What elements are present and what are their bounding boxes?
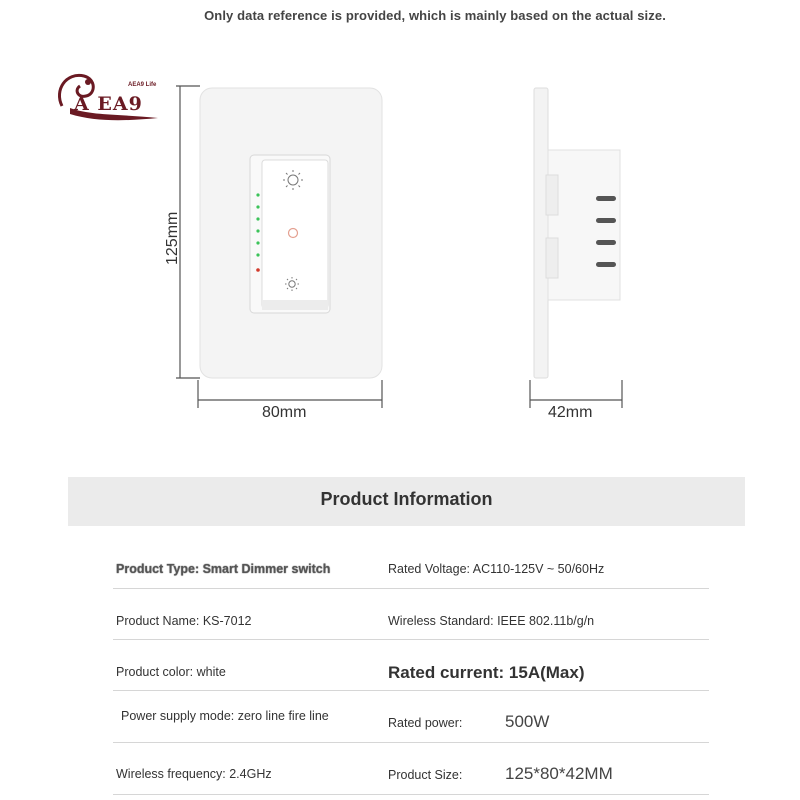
front-view [200, 88, 382, 378]
logo-small-text: AEA9 Life [128, 82, 157, 88]
row-divider [113, 742, 709, 743]
row-divider [113, 588, 709, 589]
rated-power-value: 500W [505, 712, 550, 731]
height-label: 125mm [164, 211, 181, 265]
wireless-frequency: Wireless frequency: 2.4GHz [116, 767, 272, 781]
rated-current: Rated current: 15A(Max) [388, 663, 585, 682]
product-size-value: 125*80*42MM [505, 764, 613, 783]
product-name: Product Name: KS-7012 [116, 614, 252, 628]
side-view [534, 88, 620, 378]
section-title: Product Information [320, 489, 493, 509]
row-divider [113, 690, 709, 691]
logo-text: A EA9 [74, 93, 143, 115]
rated-voltage: Rated Voltage: AC110-125V ~ 50/60Hz [388, 562, 605, 576]
depth-label: 42mm [548, 404, 593, 421]
row-divider [113, 639, 709, 640]
size-note: Only data reference is provided, which is mainly based on the actual size. [204, 8, 666, 23]
power-supply-mode: Power supply mode: zero line fire line [121, 709, 329, 723]
product-size-label: Product Size: [388, 768, 463, 782]
width-label: 80mm [262, 404, 307, 421]
wireless-standard: Wireless Standard: IEEE 802.11b/g/n [388, 614, 595, 628]
product-type: Product Type: Smart Dimmer switch [116, 562, 331, 576]
rated-power-label: Rated power: [388, 716, 463, 730]
product-color: Product color: white [116, 665, 226, 679]
row-divider [113, 794, 709, 795]
